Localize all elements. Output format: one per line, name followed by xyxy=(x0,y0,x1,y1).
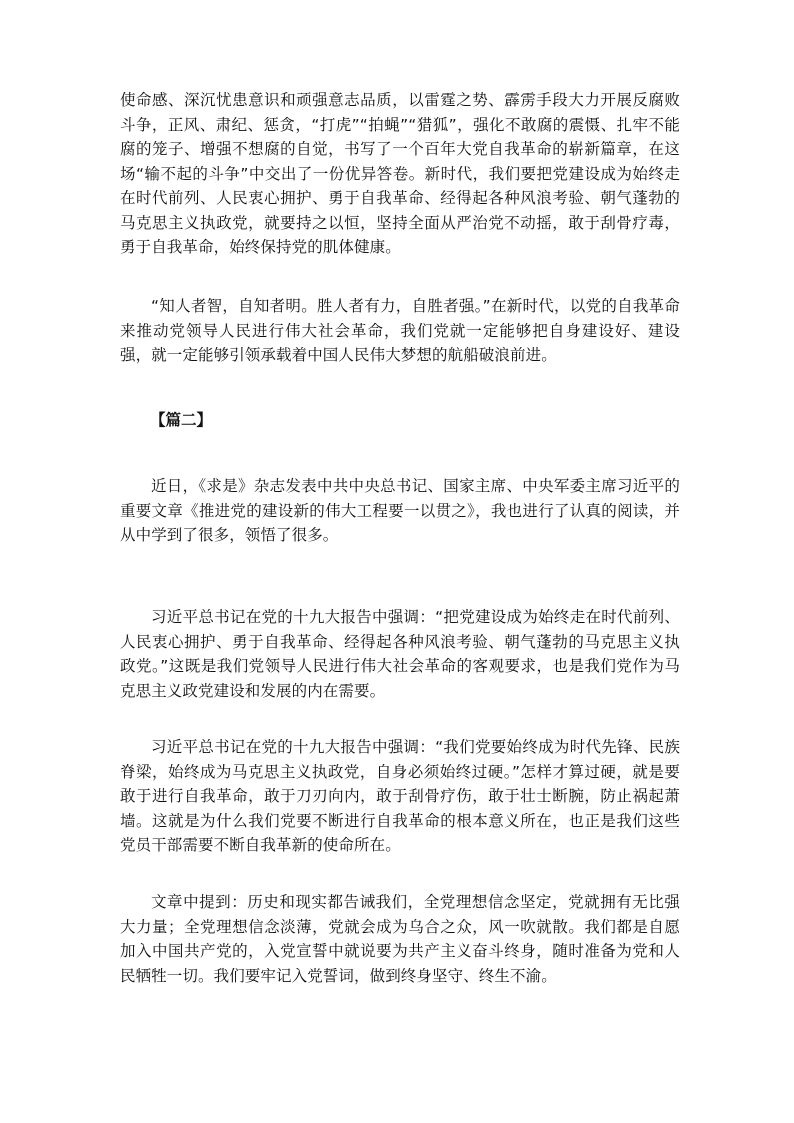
paragraph-intro: 近日，《求是》杂志发表中共中央总书记、国家主席、中央军委主席习近平的重要文章《推进党的建设新的伟大工程要一以贯之》，我也进行了认真的阅读，并从中学到了很多，领悟了很多。 xyxy=(120,477,680,544)
paragraph-report-1: 习近平总书记在党的十九大报告中强调：“把党建设成为始终走在时代前列、人民衷心拥护、勇于自我革命、经得起各种风浪考验、朝气蓬勃的马克思主义执政党。”这既是我们党领导人民进行伟大社会革命的客观要求，也是我们党作为马克思主义政党建设和发展的内在需要。 xyxy=(120,608,680,700)
paragraph-report-2: 习近平总书记在党的十九大报告中强调：“我们党要始终成为时代先锋、民族脊梁，始终成为马克思主义执政党，自身必须始终过硬。”怎样才算过硬，就是要敢于进行自我革命，敢于刀刃向内，敢于刮骨疗伤，敢于壮士断腕，防止祸起萧墙。这就是为什么我们党要不断进行自我革命的根本意义所在，也正是我们这些党员干部需要不断自我革新的使命所在。 xyxy=(120,738,680,854)
paragraph-ideals: 文章中提到：历史和现实都告诫我们，全党理想信念坚定，党就拥有无比强大力量；全党理想信念淡薄，党就会成为乌合之众，风一吹就散。我们都是自愿加入中国共产党的，入党宣誓中就说要为共产主义奋斗终身，随时准备为党和人民牺牲一切。我们要牢记入党誓词，做到终身坚守、终生不渝。 xyxy=(120,893,680,985)
paragraph-continued: 使命感、深沉忧患意识和顽强意志品质，以雷霆之势、霹雳手段大力开展反腐败斗争，正风、肃纪、惩贪，“打虎”“拍蝇”“猎狐”，强化不敢腐的震慑、扎牢不能腐的笼子、增强不想腐的自觉，书写了一个百年大党自我革命的崭新篇章，在这场“输不起的斗争”中交出了一份优异答卷。新时代，我们要把党建设成为始终走在时代前列、人民衷心拥护、勇于自我革命、经得起各种风浪考验、朝气蓬勃的马克思主义执政党，就要持之以恒，坚持全面从严治党不动摇，敢于刮骨疗毒，勇于自我革命，始终保持党的肌体健康。 xyxy=(120,91,680,256)
paragraph-quote: “知人者智，自知者明。胜人者有力，自胜者强。”在新时代，以党的自我革命来推动党领导人民进行伟大社会革命，我们党就一定能够把自身建设好、建设强，就一定能够引领承载着中国人民伟大梦想的航船破浪前进。 xyxy=(120,297,680,364)
section-heading: 【篇二】 xyxy=(150,411,213,429)
